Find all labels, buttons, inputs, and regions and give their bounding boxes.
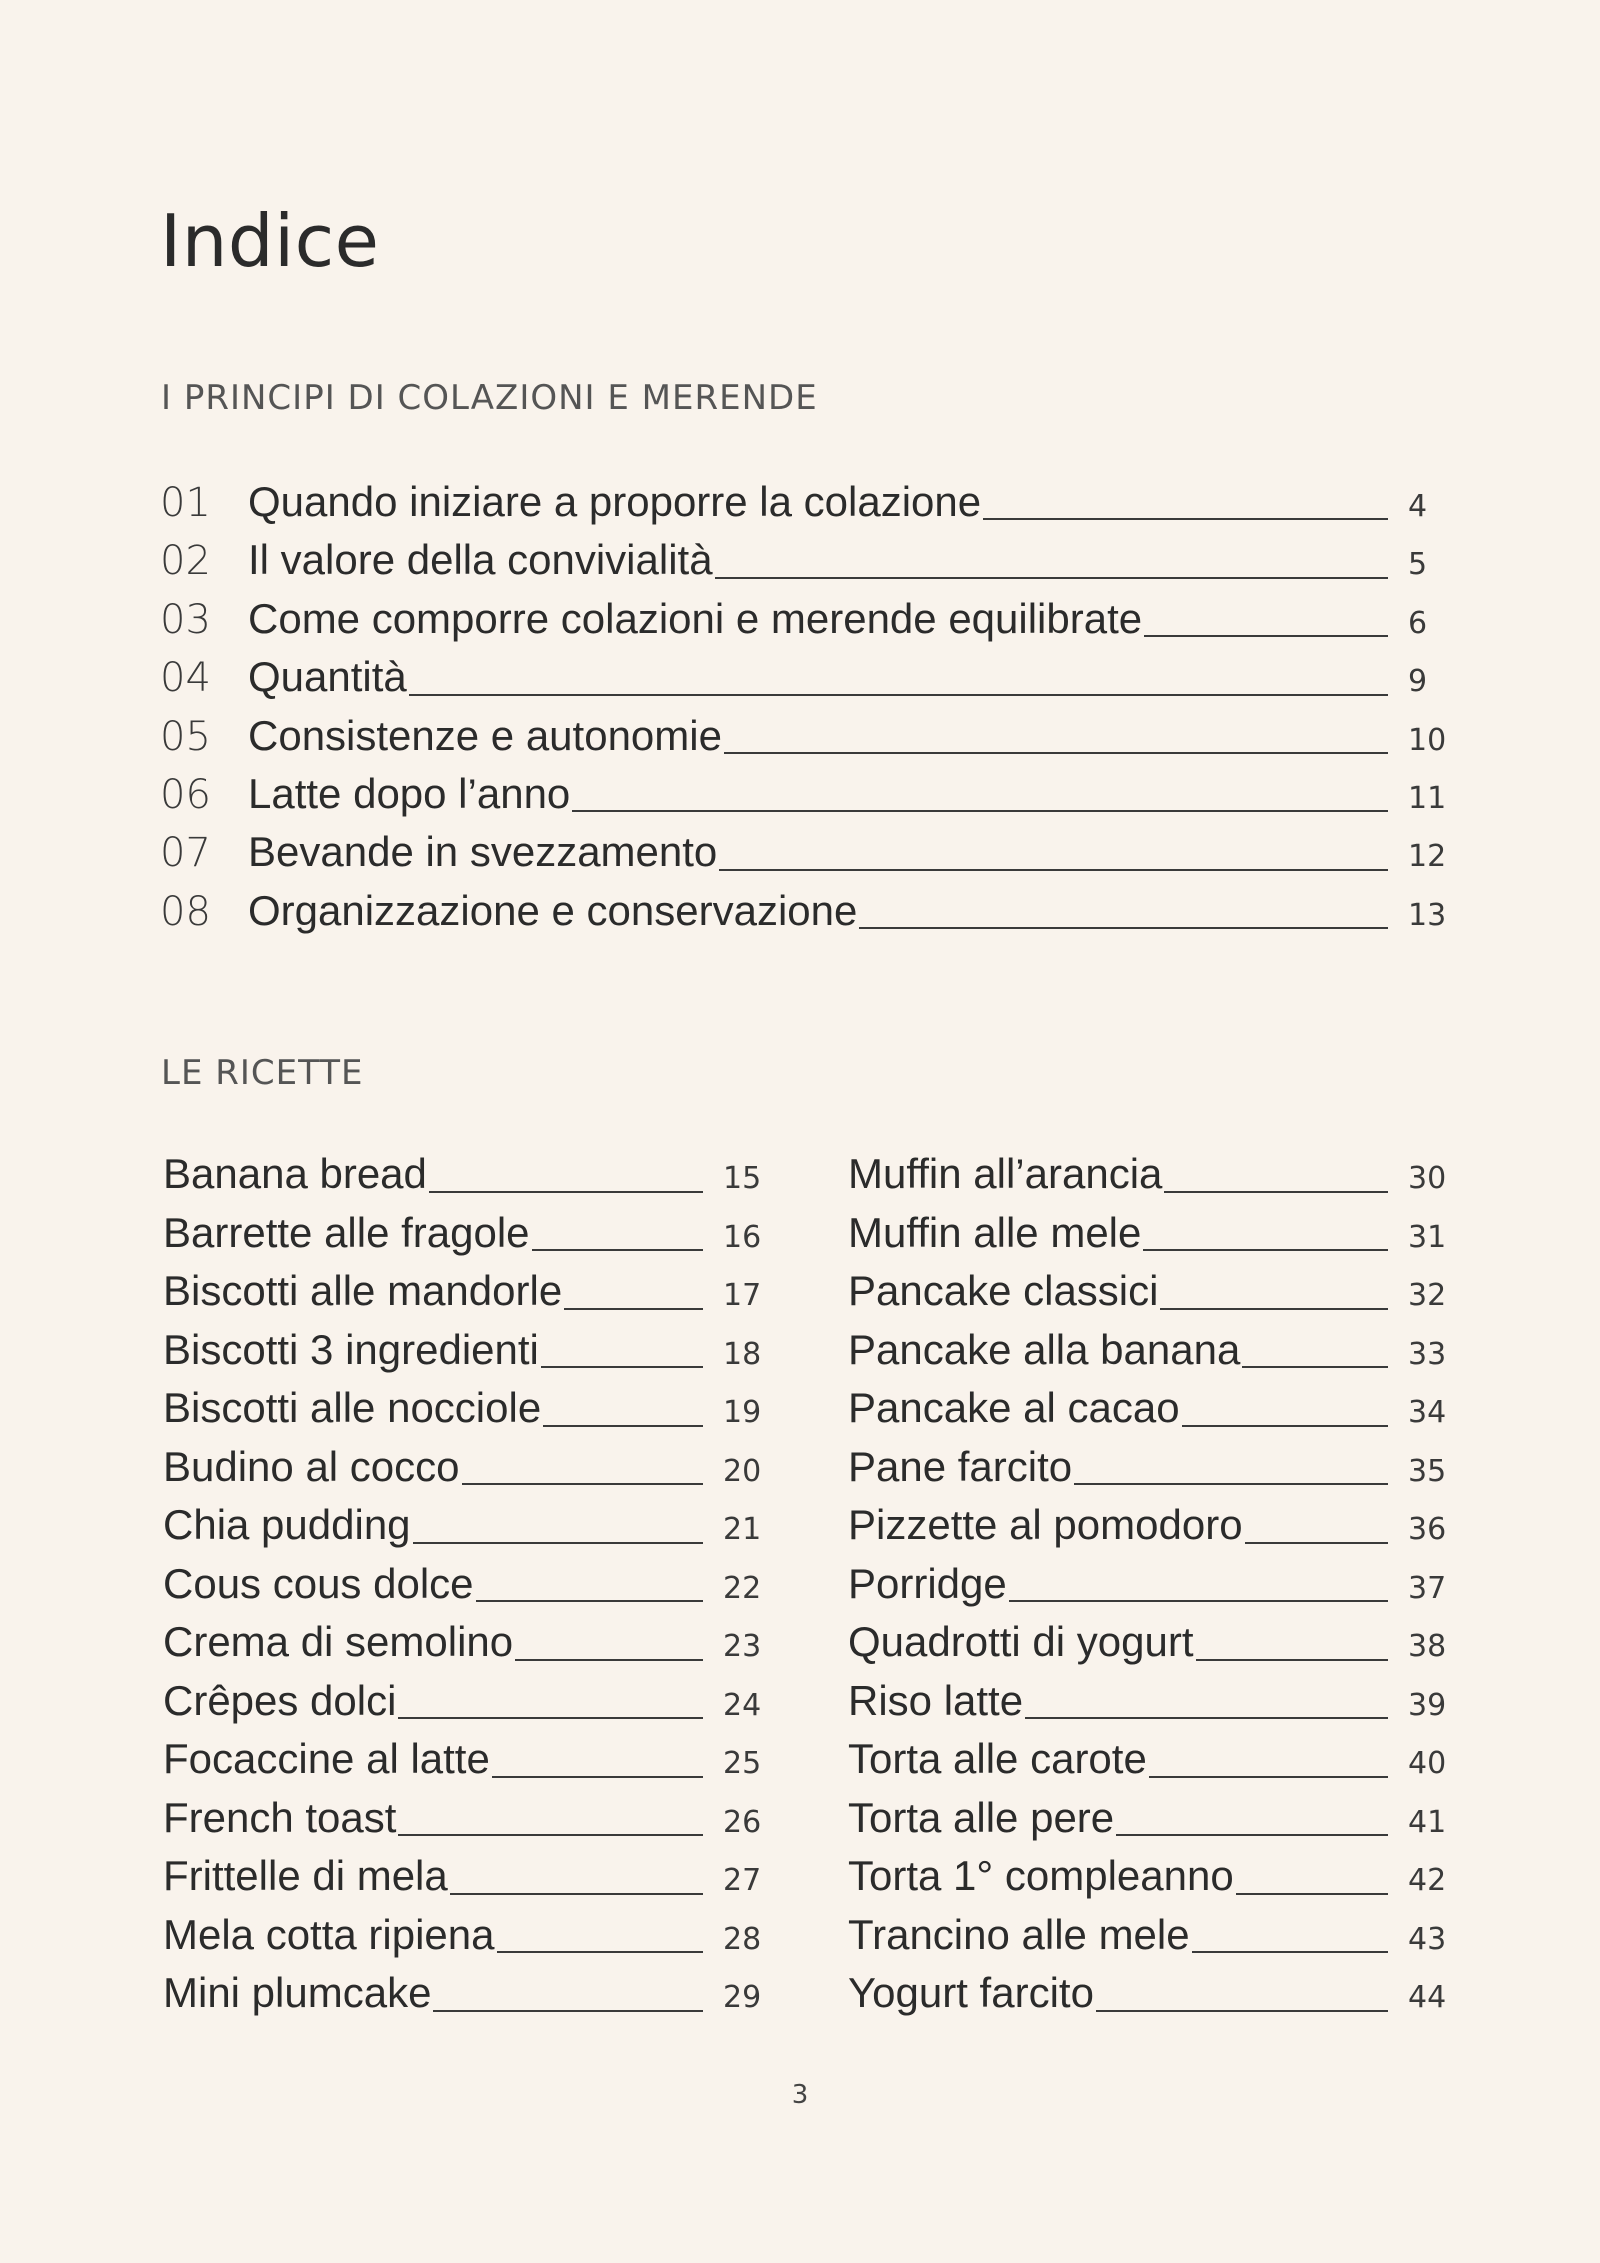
page-ref: 44	[1408, 1980, 1447, 2015]
leader-line	[515, 1659, 703, 1661]
page-number: 3	[791, 2080, 809, 2110]
recipe-entry[interactable]	[848, 1852, 1454, 1911]
leader-line	[1009, 1600, 1388, 1602]
leader-line	[715, 577, 1388, 579]
leader-line	[1116, 1834, 1388, 1836]
recipe-title: Muffin alle mele	[848, 1208, 1142, 1256]
page-ref: 42	[1408, 1863, 1447, 1898]
leader-line	[433, 2010, 703, 2012]
leader-line	[1236, 1893, 1388, 1895]
recipe-entry[interactable]	[163, 1443, 769, 1502]
chapter-number: 05	[160, 713, 211, 760]
recipe-entry[interactable]	[848, 1677, 1454, 1736]
recipe-entry[interactable]	[163, 1267, 769, 1326]
page-ref: 21	[723, 1512, 762, 1547]
leader-line	[719, 869, 1388, 871]
recipe-title: Riso latte	[848, 1676, 1024, 1724]
recipe-entry[interactable]	[163, 1618, 769, 1677]
page-ref: 13	[1408, 897, 1447, 933]
recipe-title: Porridge	[848, 1559, 1007, 1607]
recipe-entry[interactable]	[163, 1209, 769, 1268]
recipes-left-column	[163, 1150, 769, 2028]
leader-line	[1164, 1191, 1388, 1193]
page-ref: 4	[1408, 489, 1428, 524]
leader-line	[492, 1776, 703, 1778]
recipe-entry[interactable]	[848, 1969, 1454, 2028]
chapter-number: 06	[160, 771, 211, 818]
leader-line	[462, 1483, 703, 1485]
leader-line	[1192, 1951, 1388, 1953]
recipe-title: Torta 1° compleanno	[848, 1852, 1234, 1899]
leader-line	[564, 1308, 703, 1310]
recipe-title: Mini plumcake	[163, 1969, 432, 2016]
toc-entry[interactable]	[160, 595, 1448, 653]
recipe-title: Trancino alle mele	[848, 1910, 1190, 1958]
recipe-title: Torta alle pere	[848, 1793, 1115, 1841]
recipe-entry[interactable]	[848, 1443, 1454, 1502]
page-ref: 29	[723, 1980, 762, 2015]
recipe-title: Pancake classici	[848, 1267, 1159, 1314]
chapter-title: Consistenze e autonomie	[248, 711, 722, 759]
recipe-entry[interactable]	[163, 1560, 769, 1619]
leader-line	[1160, 1308, 1388, 1310]
page-ref: 11	[1408, 780, 1447, 816]
page-ref: 39	[1408, 1687, 1447, 1723]
chapter-number: 08	[160, 888, 211, 935]
recipe-entry[interactable]	[163, 1969, 769, 2028]
recipe-title: Banana bread	[163, 1150, 427, 1197]
recipe-title: Pizzette al pomodoro	[848, 1501, 1243, 1548]
recipe-entry[interactable]	[848, 1618, 1454, 1677]
chapter-number: 02	[160, 538, 211, 585]
page-ref: 37	[1408, 1570, 1447, 1606]
leader-line	[398, 1717, 703, 1719]
leader-line	[429, 1191, 703, 1193]
toc-entry[interactable]	[160, 653, 1448, 711]
leader-line	[543, 1425, 703, 1427]
leader-line	[1245, 1542, 1388, 1544]
recipe-entry[interactable]	[163, 1735, 769, 1794]
recipe-title: Budino al cocco	[163, 1442, 460, 1490]
recipes-right-column	[848, 1150, 1454, 2028]
recipe-title: Yogurt farcito	[848, 1969, 1094, 2016]
recipe-title: Quadrotti di yogurt	[848, 1618, 1194, 1665]
leader-line	[541, 1366, 703, 1368]
page-ref: 17	[723, 1278, 762, 1313]
leader-line	[859, 927, 1388, 929]
toc-entry[interactable]	[160, 478, 1448, 536]
leader-line	[1182, 1425, 1388, 1427]
chapter-title: Il valore della convivialità	[248, 536, 713, 584]
recipe-entry[interactable]	[848, 1911, 1454, 1970]
principles-section-heading: I PRINCIPI DI COLAZIONI E MERENDE	[161, 378, 818, 418]
leader-line	[532, 1249, 703, 1251]
leader-line	[1143, 1249, 1388, 1251]
recipe-title: Crêpes dolci	[163, 1676, 397, 1724]
leader-line	[1242, 1366, 1388, 1368]
leader-line	[572, 810, 1388, 812]
recipe-entry[interactable]	[163, 1501, 769, 1560]
page-ref: 31	[1408, 1219, 1447, 1255]
page-ref: 10	[1408, 722, 1447, 758]
leader-line	[1144, 635, 1388, 637]
toc-entry[interactable]	[160, 828, 1448, 886]
recipe-entry[interactable]	[163, 1677, 769, 1736]
recipe-title: Pancake alla banana	[848, 1325, 1241, 1373]
recipe-entry[interactable]	[848, 1560, 1454, 1619]
page-ref: 40	[1408, 1746, 1447, 1781]
recipe-entry[interactable]	[848, 1735, 1454, 1794]
page-ref: 24	[723, 1687, 762, 1723]
recipe-entry[interactable]	[848, 1209, 1454, 1268]
page-ref: 9	[1408, 664, 1428, 700]
recipe-title: Mela cotta ripiena	[163, 1910, 495, 1958]
toc-entry[interactable]	[160, 887, 1448, 945]
page-ref: 38	[1408, 1629, 1447, 1664]
leader-line	[724, 752, 1388, 754]
page-ref: 15	[723, 1161, 762, 1196]
page-ref: 30	[1408, 1161, 1447, 1196]
page-ref: 18	[723, 1336, 762, 1372]
recipe-entry[interactable]	[848, 1501, 1454, 1560]
leader-line	[497, 1951, 703, 1953]
recipe-entry[interactable]	[163, 1326, 769, 1385]
recipe-entry[interactable]	[163, 1794, 769, 1853]
leader-line	[983, 518, 1388, 520]
page-ref: 5	[1408, 547, 1428, 583]
recipe-entry[interactable]	[163, 1150, 769, 1209]
chapter-number: 04	[160, 655, 211, 702]
page-ref: 35	[1408, 1453, 1447, 1489]
chapter-title: Latte dopo l’anno	[248, 769, 571, 817]
recipe-title: Biscotti alle nocciole	[163, 1384, 542, 1431]
recipe-entry[interactable]	[163, 1852, 769, 1911]
leader-line	[1025, 1717, 1388, 1719]
toc-entry[interactable]	[160, 712, 1448, 770]
recipe-title: Biscotti 3 ingredienti	[163, 1325, 539, 1373]
recipe-entry[interactable]	[848, 1326, 1454, 1385]
recipe-title: Barrette alle fragole	[163, 1208, 530, 1256]
chapter-number: 01	[160, 480, 211, 526]
leader-line	[409, 694, 1388, 696]
recipe-entry[interactable]	[848, 1150, 1454, 1209]
recipe-entry[interactable]	[848, 1267, 1454, 1326]
recipes-section-heading: LE RICETTE	[161, 1053, 364, 1093]
principles-toc-list	[160, 478, 1448, 945]
chapter-title: Bevande in svezzamento	[248, 828, 718, 876]
page-ref: 12	[1408, 839, 1447, 875]
page-ref: 36	[1408, 1512, 1447, 1547]
page-title: Indice	[160, 199, 380, 283]
page-ref: 16	[723, 1219, 762, 1255]
leader-line	[398, 1834, 703, 1836]
recipe-title: Focaccine al latte	[163, 1735, 490, 1782]
recipe-title: Muffin all’arancia	[848, 1150, 1163, 1197]
toc-entry[interactable]	[160, 536, 1448, 594]
page-ref: 41	[1408, 1804, 1447, 1840]
recipe-entry[interactable]	[163, 1384, 769, 1443]
leader-line	[1149, 1776, 1388, 1778]
chapter-title: Come comporre colazioni e merende equilibrate	[248, 594, 1143, 642]
page-ref: 6	[1408, 605, 1428, 641]
page-ref: 27	[723, 1863, 762, 1898]
chapter-title: Organizzazione e conservazione	[248, 886, 858, 934]
chapter-title: Quantità	[248, 653, 407, 701]
recipe-title: Pane farcito	[848, 1442, 1073, 1490]
chapter-number: 07	[160, 830, 211, 877]
recipe-entry[interactable]	[848, 1384, 1454, 1443]
leader-line	[1074, 1483, 1388, 1485]
recipe-title: French toast	[163, 1793, 397, 1841]
recipe-title: Biscotti alle mandorle	[163, 1267, 563, 1314]
page-ref: 19	[723, 1395, 762, 1430]
recipe-title: Cous cous dolce	[163, 1559, 474, 1607]
recipe-entry[interactable]	[163, 1911, 769, 1970]
leader-line	[413, 1542, 703, 1544]
page-ref: 28	[723, 1921, 762, 1957]
page-ref: 22	[723, 1570, 762, 1606]
leader-line	[476, 1600, 703, 1602]
page-ref: 25	[723, 1746, 762, 1781]
recipe-title: Chia pudding	[163, 1501, 411, 1548]
chapter-number: 03	[160, 596, 211, 643]
recipe-entry[interactable]	[848, 1794, 1454, 1853]
chapter-title: Quando iniziare a proporre la colazione	[248, 478, 982, 525]
leader-line	[450, 1893, 703, 1895]
page-ref: 33	[1408, 1336, 1447, 1372]
page-ref: 20	[723, 1453, 762, 1489]
recipe-title: Crema di semolino	[163, 1618, 514, 1665]
recipe-title: Pancake al cacao	[848, 1384, 1180, 1431]
recipe-title: Frittelle di mela	[163, 1852, 448, 1899]
recipe-title: Torta alle carote	[848, 1735, 1147, 1782]
page-ref: 32	[1408, 1278, 1447, 1313]
leader-line	[1096, 2010, 1388, 2012]
page-ref: 34	[1408, 1395, 1447, 1430]
page-ref: 43	[1408, 1921, 1447, 1957]
leader-line	[1196, 1659, 1388, 1661]
toc-entry[interactable]	[160, 770, 1448, 828]
page-ref: 26	[723, 1804, 762, 1840]
page-ref: 23	[723, 1629, 762, 1664]
